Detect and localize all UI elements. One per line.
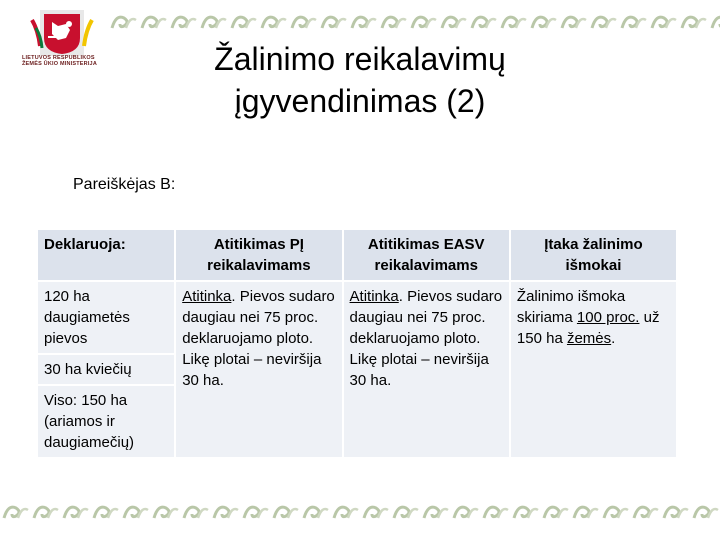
slide-title: Žalinimo reikalavimų įgyvendinimas (2) (214, 41, 506, 119)
declared-cell: 30 ha kviečių (38, 355, 174, 384)
pi-compliance-cell: Atitinka. Pievos sudaro daugiau nei 75 proc. deklaruojamo ploto. Likę plotai – neviršija 30 ha. (176, 282, 341, 457)
declared-cell: Viso: 150 ha (ariamos ir daugiamečių) (38, 386, 174, 457)
logo-text: LIETUVOS RESPUBLIKOS ŽEMĖS ŪKIO MINISTERIJA (22, 55, 97, 67)
header-cell: Įtaka žalinimo išmokai (511, 230, 676, 280)
decorative-border-top (108, 10, 720, 32)
requirements-table (36, 228, 678, 459)
decorative-border-bottom (0, 500, 720, 522)
header-cell: Atitikimas EASV reikalavimams (344, 230, 509, 280)
table-row (38, 282, 676, 353)
easv-compliance-cell: Atitinka. Pievos sudaro daugiau nei 75 proc. deklaruojamo ploto. Likę plotai – neviršija 30 ha. (344, 282, 509, 457)
slide-subtitle: Pareiškėjas B: (73, 176, 176, 193)
header-cell: Atitikimas PĮ reikalavimams (176, 230, 341, 280)
declared-cell: 120 ha daugiametės pievos (38, 282, 174, 353)
header-cell: Deklaruoja: (38, 230, 174, 280)
impact-cell: Žalinimo išmoka skiriama 100 proc. už 150 ha žemės. (511, 282, 676, 457)
table-header-row (38, 230, 676, 280)
